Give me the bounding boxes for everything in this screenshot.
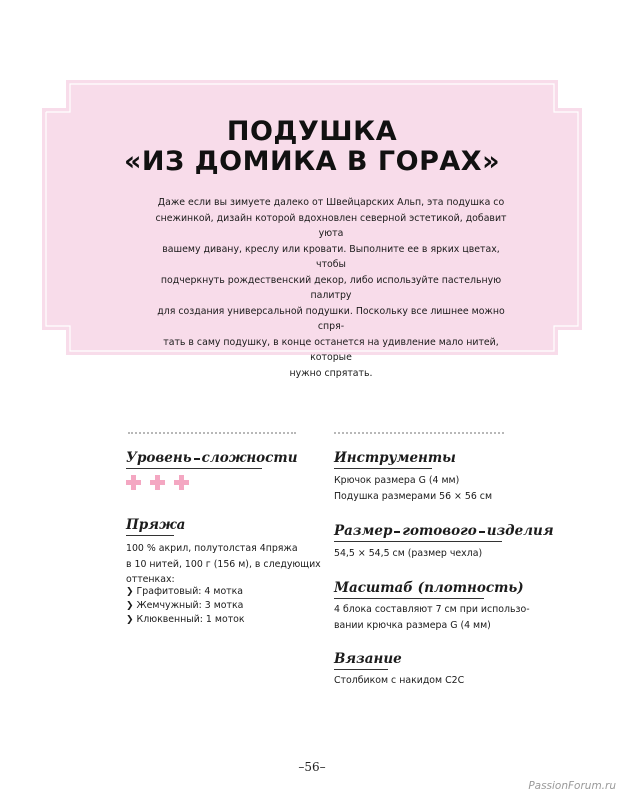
intro-paragraph (148, 195, 514, 381)
yarn-desc-line: 100 % акрил, полутолстая 4пряжа (126, 543, 298, 554)
yarn-desc-line: в 10 нитей, 100 г (156 м), в следующих (126, 558, 321, 570)
yarn-underline (126, 535, 174, 536)
intro-line: подчеркнуть рождественский декор, либо используйте пастельную палитру (160, 274, 502, 301)
plus-icon (150, 475, 165, 490)
size-underline (334, 541, 502, 542)
intro-line: для создания универсальной подушки. Поскольку все лишнее можно спря- (157, 305, 505, 332)
knitting-heading: Вязание (334, 651, 402, 667)
page-title-line1: ПОДУШКА (226, 116, 398, 147)
right-divider (334, 432, 504, 434)
yarn-description (126, 541, 321, 588)
intro-line: Даже если вы зимуете далеко от Швейцарских Альп, эта подушка со (157, 197, 505, 208)
chevron-right-icon: ❯ (126, 601, 134, 611)
difficulty-heading: Уровень сложности (126, 450, 298, 466)
gauge-text (334, 602, 530, 633)
intro-line: вашему дивану, креслу или кровати. Выполните ее в ярких цветах, чтобы (162, 243, 500, 270)
knitting-text: Столбиком с накидом С2С (334, 675, 465, 686)
size-heading: Размер готового изделия (334, 523, 554, 539)
tools-list (334, 473, 492, 504)
difficulty-underline (126, 468, 262, 469)
left-divider (128, 432, 296, 434)
tools-line: Крючок размера G (4 мм) (334, 475, 460, 486)
yarn-desc-line: оттенках: (126, 574, 175, 585)
tools-underline (334, 468, 432, 469)
gauge-heading: Масштаб (плотность) (334, 580, 524, 596)
plus-icon (174, 475, 189, 490)
yarn-color-item: ❯ Клюквенный: 1 моток (126, 614, 245, 625)
size-text: 54,5 × 54,5 см (размер чехла) (334, 548, 483, 559)
yarn-heading: Пряжа (126, 517, 186, 533)
gauge-underline (334, 598, 484, 599)
yarn-color-item: ❯ Графитовый: 4 мотка (126, 586, 244, 597)
yarn-color-item: ❯ Жемчужный: 3 мотка (126, 600, 244, 611)
page-title-line2: «ИЗ ДОМИКА В ГОРАХ» (123, 146, 501, 177)
intro-line: снежинкой, дизайн которой вдохновлен северной эстетикой, добавит уюта (155, 212, 507, 239)
intro-line: нужно спрятать. (289, 367, 373, 379)
gauge-line: 4 блока составляют 7 см при использо- (334, 604, 530, 615)
plus-icon (126, 475, 141, 490)
watermark: PassionForum.ru (528, 780, 616, 792)
gauge-line: вании крючка размера G (4 мм) (334, 619, 491, 631)
page-number: –56– (298, 760, 326, 774)
tools-line: Подушка размерами 56 × 56 см (334, 490, 493, 502)
knitting-underline (334, 669, 388, 670)
tools-heading: Инструменты (334, 450, 456, 466)
intro-line: тать в саму подушку, в конце останется на удивление мало нитей, которые (163, 336, 499, 363)
chevron-right-icon: ❯ (126, 587, 134, 597)
chevron-right-icon: ❯ (126, 615, 134, 625)
